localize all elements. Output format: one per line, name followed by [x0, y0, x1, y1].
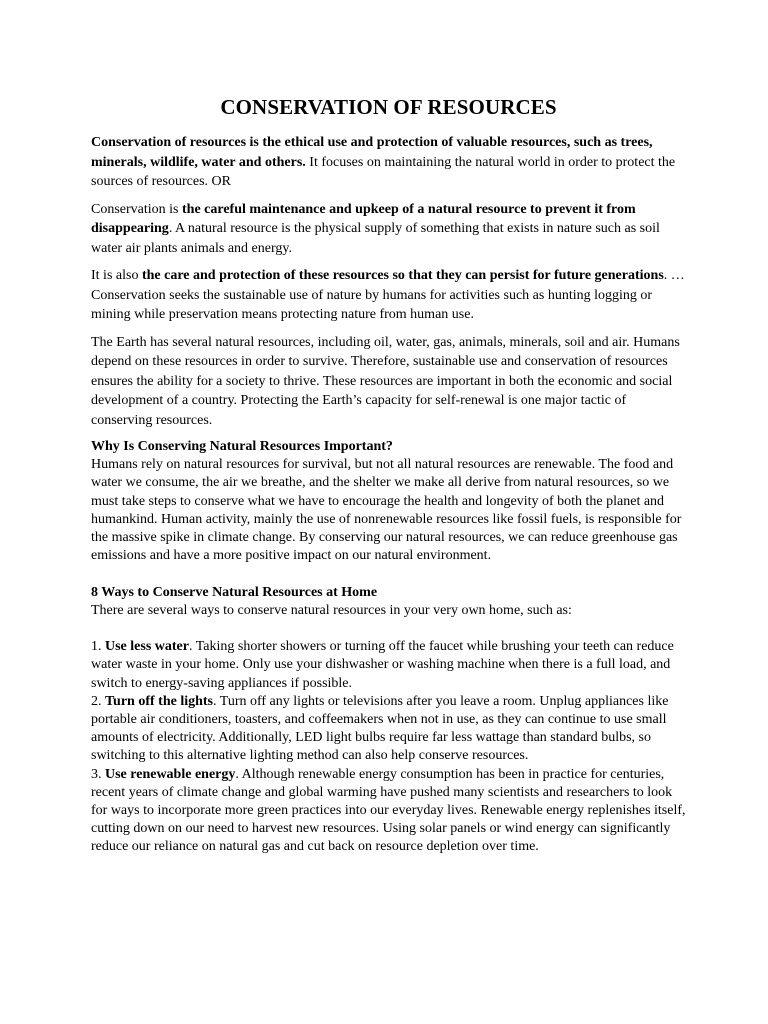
why-body: Humans rely on natural resources for survival, but not all natural resources are renewable. The food and water we consume, the air we breathe, and the shelter we make all derive from natural resources, so we must take steps to conserve what we have to encourage the health and longevity of both the planet and humankind. Human activity, mainly the use of nonrenewable resources like fossil fuels, is responsible for the massive spike in climate change. By conserving our natural resources, we can reduce greenhouse gas emissions and have a more positive impact on our natural environment.	[91, 457, 682, 564]
list-item-text: . Taking shorter showers or turning off the faucet while brushing your teeth can reduce water waste in your home. Only use your dishwasher or washing machine when there is a full load, and switch to energy-saving appliances if possible.	[91, 639, 674, 691]
list-item-text: . Turn off any lights or televisions after you leave a room. Unplug appliances like portable air conditioners, toasters, and coffeemakers when not in use, as they can continue to use small amounts of electricity. Additionally, LED light bulbs require far less wattage than standard bulbs, so switching to this alternative lighting method can also help conserve resources.	[91, 693, 669, 764]
spacer	[91, 565, 686, 583]
list-item-number: 1.	[91, 639, 105, 655]
intro-paragraph-3-bold: the care and protection of these resources so that they can persist for future generations	[141, 268, 664, 283]
list-item	[91, 693, 686, 766]
intro-paragraph-3	[91, 266, 686, 325]
intro-definition-bold: Conservation of resources is the ethical use and protection of valuable resources, such as trees, minerals, wildlife, water and others.	[91, 135, 653, 170]
ways-heading: 8 Ways to Conserve Natural Resources at Home	[91, 584, 378, 600]
list-item-title: Use renewable energy	[105, 766, 236, 782]
intro-paragraph-2-text: . A natural resource is the physical supply of something that exists in nature such as soil water air plants animals and energy.	[91, 221, 660, 256]
document-page	[91, 92, 686, 857]
list-item-title: Turn off the lights	[105, 693, 214, 709]
why-heading: Why Is Conserving Natural Resources Important?	[91, 439, 393, 454]
page-title: CONSERVATION OF RESOURCES	[220, 95, 557, 119]
intro-paragraph-3-text: . … Conservation seeks the sustainable use of nature by humans for activities such as hunting logging or mining while preservation means protecting nature from human use.	[91, 268, 685, 322]
intro-paragraph-4: The Earth has several natural resources, including oil, water, gas, animals, minerals, soil and air. Humans depend on these resources in order to survive. Therefore, sustainable use and conservation of resources ensures the ability for a society to thrive. These resources are important in both the economic and social development of a country. Protecting the Earth’s capacity for self-renewal is one major tactic of conserving resources.	[91, 334, 680, 428]
list-item-title: Use less water	[105, 639, 189, 655]
list-item-text: . Although renewable energy consumption has been in practice for centuries, recent years of climate change and global warming have pushed many scientists and researchers to look for ways to incorporate more green practices into our everyday lives. Renewable energy replenishes itself, cutting down on our need to harvest new resources. Using solar panels or wind energy can significantly reduce our reliance on natural gas and cut back on resource depletion over time.	[91, 766, 686, 855]
list-item-number: 3.	[91, 766, 105, 782]
intro-paragraph-2-bold: the careful maintenance and upkeep of a natural resource to prevent it from disappearing	[91, 201, 636, 236]
intro-paragraph-1	[91, 133, 686, 192]
list-item-number: 2.	[91, 693, 105, 709]
intro-paragraph-2	[91, 200, 686, 259]
intro-paragraph-3-lead: It is also	[91, 268, 142, 283]
intro-paragraph-1-text: It focuses on maintaining the natural world in order to protect the sources of resources. OR	[91, 154, 676, 189]
list-item	[91, 766, 686, 857]
ways-intro: There are several ways to conserve natural resources in your very own home, such as:	[91, 602, 572, 618]
list-item	[91, 638, 686, 693]
spacer	[91, 620, 686, 638]
intro-paragraph-2-lead: Conservation is	[91, 201, 182, 217]
